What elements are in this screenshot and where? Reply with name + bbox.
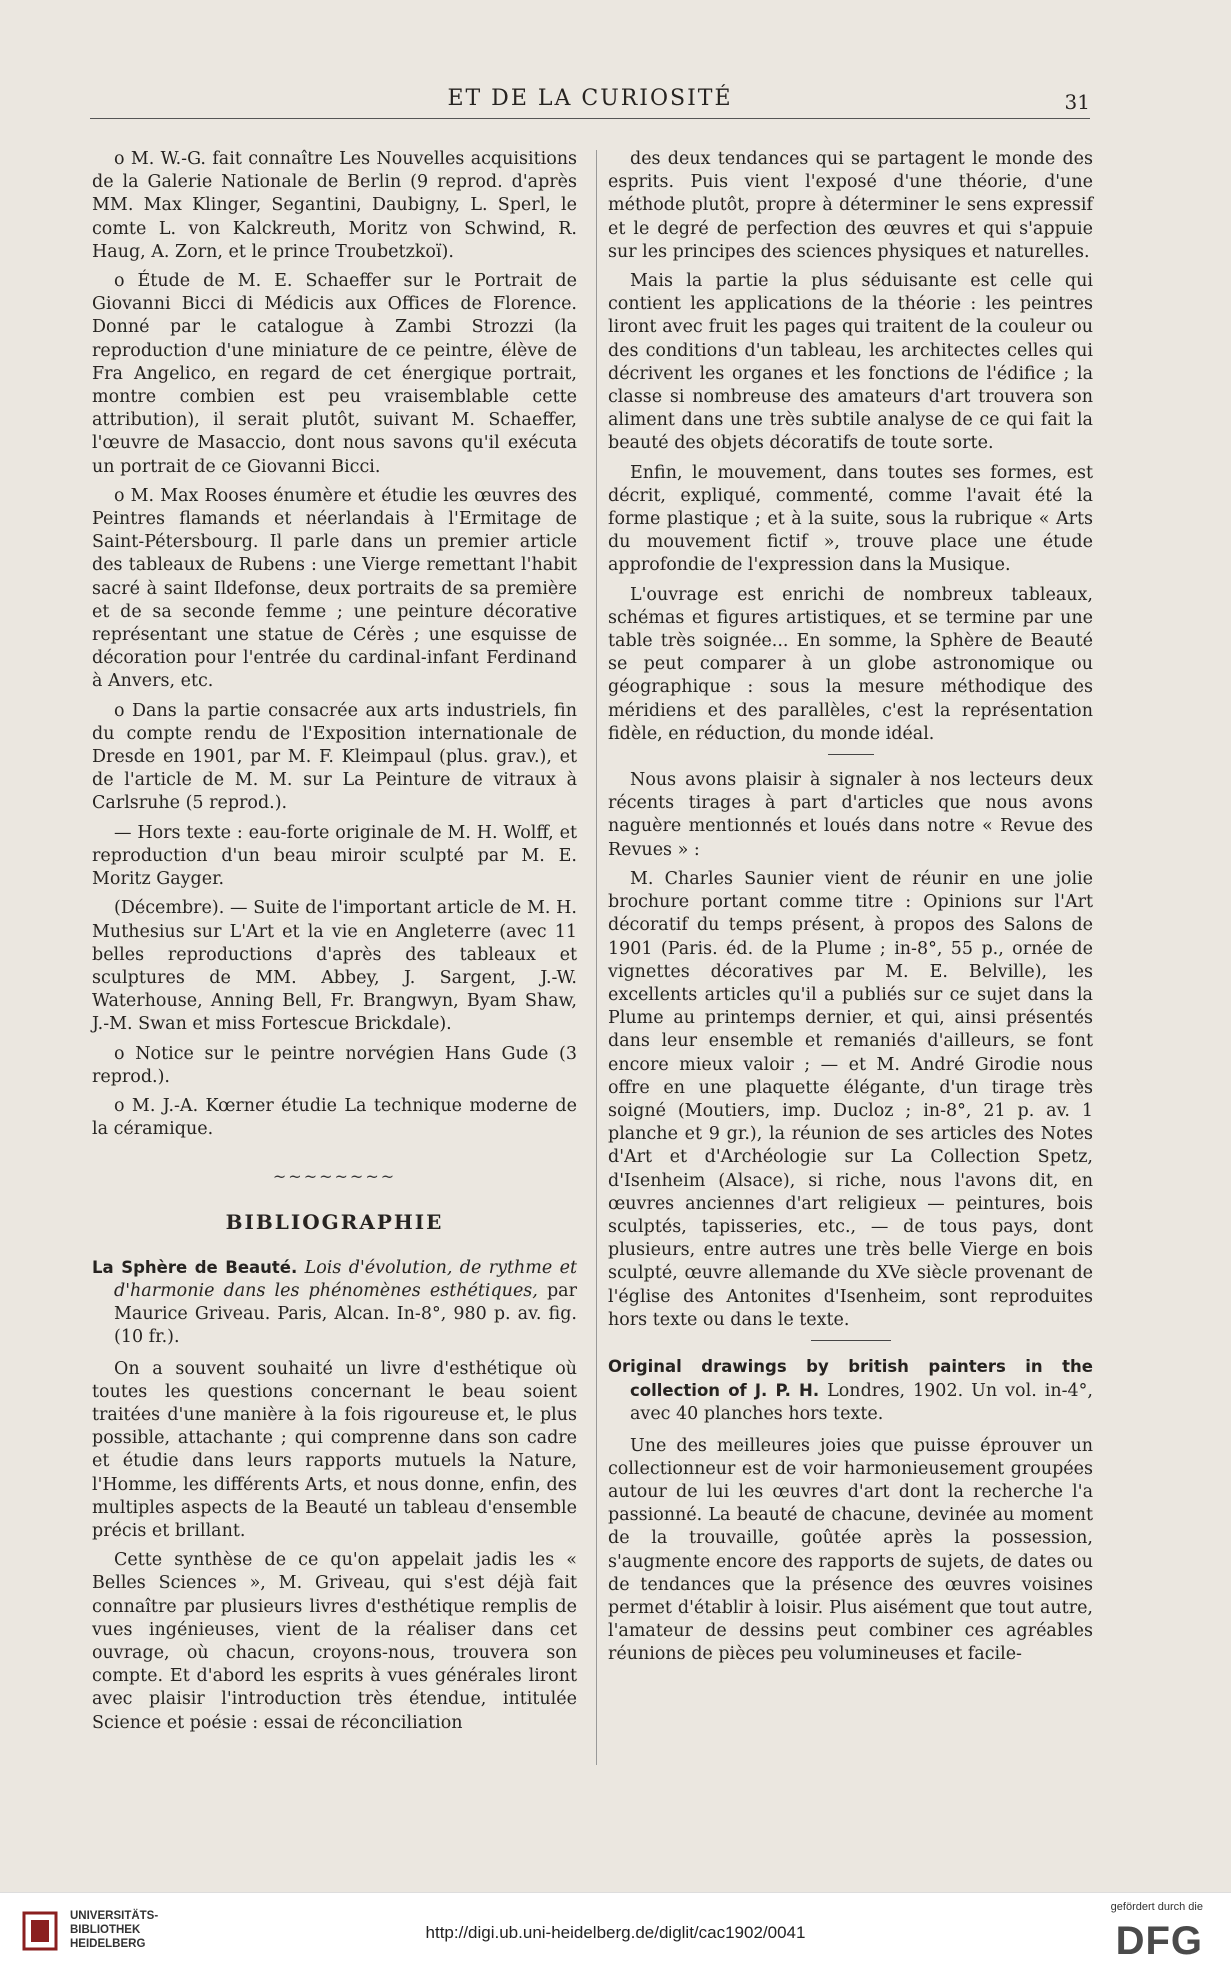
paragraph: — Hors texte : eau-forte originale de M. H. Wolff, et reproduction d'un beau miroir sculpté par M. E. Moritz Gayger. <box>92 822 577 890</box>
paragraph: o M. Max Rooses énumère et étudie les œuvres des Peintres flamands et néerlandais à l'Ermitage de Saint-Pétersbourg. Il parle dans un premier article des tableaux de Rubens : une Vierge remettant l'habit sacré à saint Ildefonse, deux portraits de sa première et de sa seconde femme ; une peinture décorative représentant une statue de Cérès ; une esquisse de décoration pour l'entrée du cardinal-infant Ferdinand à Anvers, etc. <box>92 485 577 692</box>
section-separator <box>811 1340 891 1341</box>
ornament-divider: ~~~~~~~~ <box>272 1167 397 1187</box>
library-line: BIBLIOTHEK <box>70 1924 141 1936</box>
dfg-logo: DFG <box>1115 1919 1203 1963</box>
paragraph: des deux tendances qui se partagent le monde des esprits. Puis vient l'exposé d'une théorie, d'une méthode plutôt, propre à déterminer le sens expressif et le degré de perfection des œuvres et qui s'appuie sur les principes des sciences physiques et naturelles. <box>608 149 1093 262</box>
book-publication: par Maurice Griveau. Paris, Alcan. In-8°, 980 p. av. fig. (10 fr.). <box>114 1280 577 1348</box>
page-number: 31 <box>1064 90 1090 114</box>
paragraph: (Décembre). — Suite de l'important article de M. H. Muthesius sur L'Art et la vie en Angleterre (avec 11 belles reproductions d'après des tableaux et sculptures de MM. Abbey, J. Sargent, J.-W. Waterhouse, Anning Bell, Fr. Brangwyn, Byam Shaw, J.-M. Swan et miss Fortescue Brickdale). <box>92 898 577 1035</box>
bibliography-entry <box>92 1256 577 1350</box>
paragraph: Enfin, le mouvement, dans toutes ses formes, est décrit, expliqué, commenté, comme l'avait été la forme plastique ; et à la suite, sous la rubrique « Arts du mouvement fictif », trouve place une étude approfondie de l'expression dans la Musique. <box>608 462 1093 576</box>
book-title: Original drawings by british painters in the collection of J. P. H. <box>608 1356 1093 1401</box>
document-url-link[interactable]: http://digi.ub.uni-heidelberg.de/diglit/cac1902/0041 <box>425 1923 806 1942</box>
paragraph: M. Charles Saunier vient de réunir en une jolie brochure portant comme titre : Opinions sur l'Art décoratif du temps présent, à propos des Salons de 1901 (Paris. éd. de la Plume ; in-8°, 55 p., ornée de vignettes décoratives par M. E. Belville), les excellents articles qu'il a publiés sur ce sujet dans la Plume au printemps dernier, et qui, ainsi présentés dans leur ensemble et remaniés d'ailleurs, se font encore mieux valoir ; — et M. André Girodie nous offre en une plaquette élégante, d'un tirage très soigné (Moutiers, imp. Ducloz ; in-8°, 21 p. av. 1 planche et 9 gr.), la réunion de ses articles des Notes d'Art et d'Archéologie sur La Collection Spetz, d'Isenheim (Alsace), si riche, nous l'avons dit, en œuvres anciennes d'art religieux — peintures, bois sculptés, tapisseries, etc., — de tous pays, dont plusieurs, entre autres une très belle Vierge en bois sculpté, œuvre allemande du XVe siècle provenant de l'église des Antonites d'Isenheim, sont reproduites hors texte ou dans le texte. <box>608 868 1093 1330</box>
section-separator <box>828 754 874 755</box>
library-line: HEIDELBERG <box>70 1938 146 1950</box>
paragraph: L'ouvrage est enrichi de nombreux tableaux, schémas et figures artistiques, et se termine par une table très soignée... En somme, la Sphère de Beauté se peut comparer à un globe astronomique ou géographique : sous la mesure méthodique des méridiens et des parallèles, c'est la représentation fidèle, en réduction, du monde idéal. <box>608 584 1093 744</box>
review-paragraph: Une des meilleures joies que puisse éprouver un collectionneur est de voir harmonieusement groupées autour de lui les œuvres d'art dont la recherche l'a passionné. La beauté de chacune, devinée au moment de la trouvaille, goûtée après la possession, s'augmente encore des rapports de sujets, de dates ou de tendances que la présence des œuvres voisines permet d'établir à loisir. Plus aisément que tout autre, l'amateur de dessins peut combiner ces agréables réunions de pièces peu volumineuses et facile- <box>608 1435 1093 1665</box>
right-column <box>608 148 1093 1673</box>
paragraph: Nous avons plaisir à signaler à nos lecteurs deux récents tirages à part d'articles que nous avons naguère mentionnés et loués dans notre « Revue des Revues » : <box>608 770 1093 860</box>
viewer-footer <box>0 1892 1231 1974</box>
paragraph: o M. W.-G. fait connaître Les Nouvelles acquisitions de la Galerie Nationale de Berlin (9 reprod. d'après MM. Max Klinger, Segantini, Daubigny, L. Sperl, le comte L. von Kalckreuth, Moritz von Schwind, R. Haug, A. Zorn, et le prince Troubetzkoï). <box>92 149 577 262</box>
review-paragraph: On a souvent souhaité un livre d'esthétique où toutes les questions concernant le beau soient traitées d'une manière à la fois rigoureuse et, le plus possible, attachante ; qui comprenne dans son cadre et étudie dans leurs rapports mutuels la Nature, l'Homme, les différents Arts, et nous donne, enfin, des multiples aspects de la Beauté un tableau d'ensemble précis et brillant. <box>92 1358 577 1541</box>
paragraph: o Notice sur le peintre norvégien Hans Gude (3 reprod.). <box>92 1043 577 1087</box>
section-title: BIBLIOGRAPHIE <box>225 1209 444 1234</box>
left-column <box>92 148 577 1741</box>
paragraph: o Dans la partie consacrée aux arts industriels, fin du compte rendu de l'Exposition internationale de Dresde en 1901, par M. F. Kleimpaul (plus. grav.), et de l'article de M. M. sur La Peinture de vitraux à Carlsruhe (5 reprod.). <box>92 700 577 814</box>
book-subtitle: Lois d'évolution, de rythme et d'harmonie dans les phénomènes esthétiques, <box>114 1257 577 1301</box>
review-paragraph: Cette synthèse de ce qu'on appelait jadis les « Belles Sciences », M. Griveau, qui s'est déjà fait connaître par plusieurs livres d'esthétique remplis de vues ingénieuses, vient de la réaliser dans cet ouvrage, où chacun, croyons-nous, trouvera son compte. Et d'abord les esprits à vues générales liront avec plaisir l'introduction très étendue, intitulée Science et poésie : essai de réconciliation <box>92 1550 577 1733</box>
funded-by-label: gefördert durch die <box>1110 1901 1203 1913</box>
column-divider <box>596 150 597 1765</box>
paragraph: o M. J.-A. Kœrner étudie La technique moderne de la céramique. <box>92 1095 577 1140</box>
library-line: UNIVERSITÄTS- <box>70 1910 159 1922</box>
bibliography-entry <box>608 1355 1093 1427</box>
book-publication: Londres, 1902. Un vol. in-4°, avec 40 planches hors texte. <box>630 1381 1093 1425</box>
running-header <box>90 82 1090 116</box>
running-title: ET DE LA CURIOSITÉ <box>447 86 733 111</box>
book-title: La Sphère de Beauté. <box>92 1257 298 1277</box>
paragraph: Mais la partie la plus séduisante est celle qui contient les applications de la théorie : les peintres liront avec fruit les pages qui traitent de la couleur ou des conditions d'un tableau, les architectes celles qui décrivent les organes et les fonctions de l'édifice ; la classe si nombreuse des amateurs d'art trouvera son aliment dans une très subtile analyse de ce qui fait la beauté des objets décoratifs de toute sorte. <box>608 271 1093 454</box>
header-rule <box>90 118 1090 119</box>
paragraph: o Étude de M. E. Schaeffer sur le Portrait de Giovanni Bicci di Médicis aux Offices de Florence. Donné par le catalogue à Zambi Strozzi (la reproduction d'une miniature de ce peintre, élève de Fra Angelico, en regard de cet énergique portrait, montre combien est peu vraisemblable cette attribution), il serait plutôt, suivant M. Schaeffer, l'œuvre de Masaccio, dont nous savons qu'il exécuta un portrait de ce Giovanni Bicci. <box>92 271 577 477</box>
